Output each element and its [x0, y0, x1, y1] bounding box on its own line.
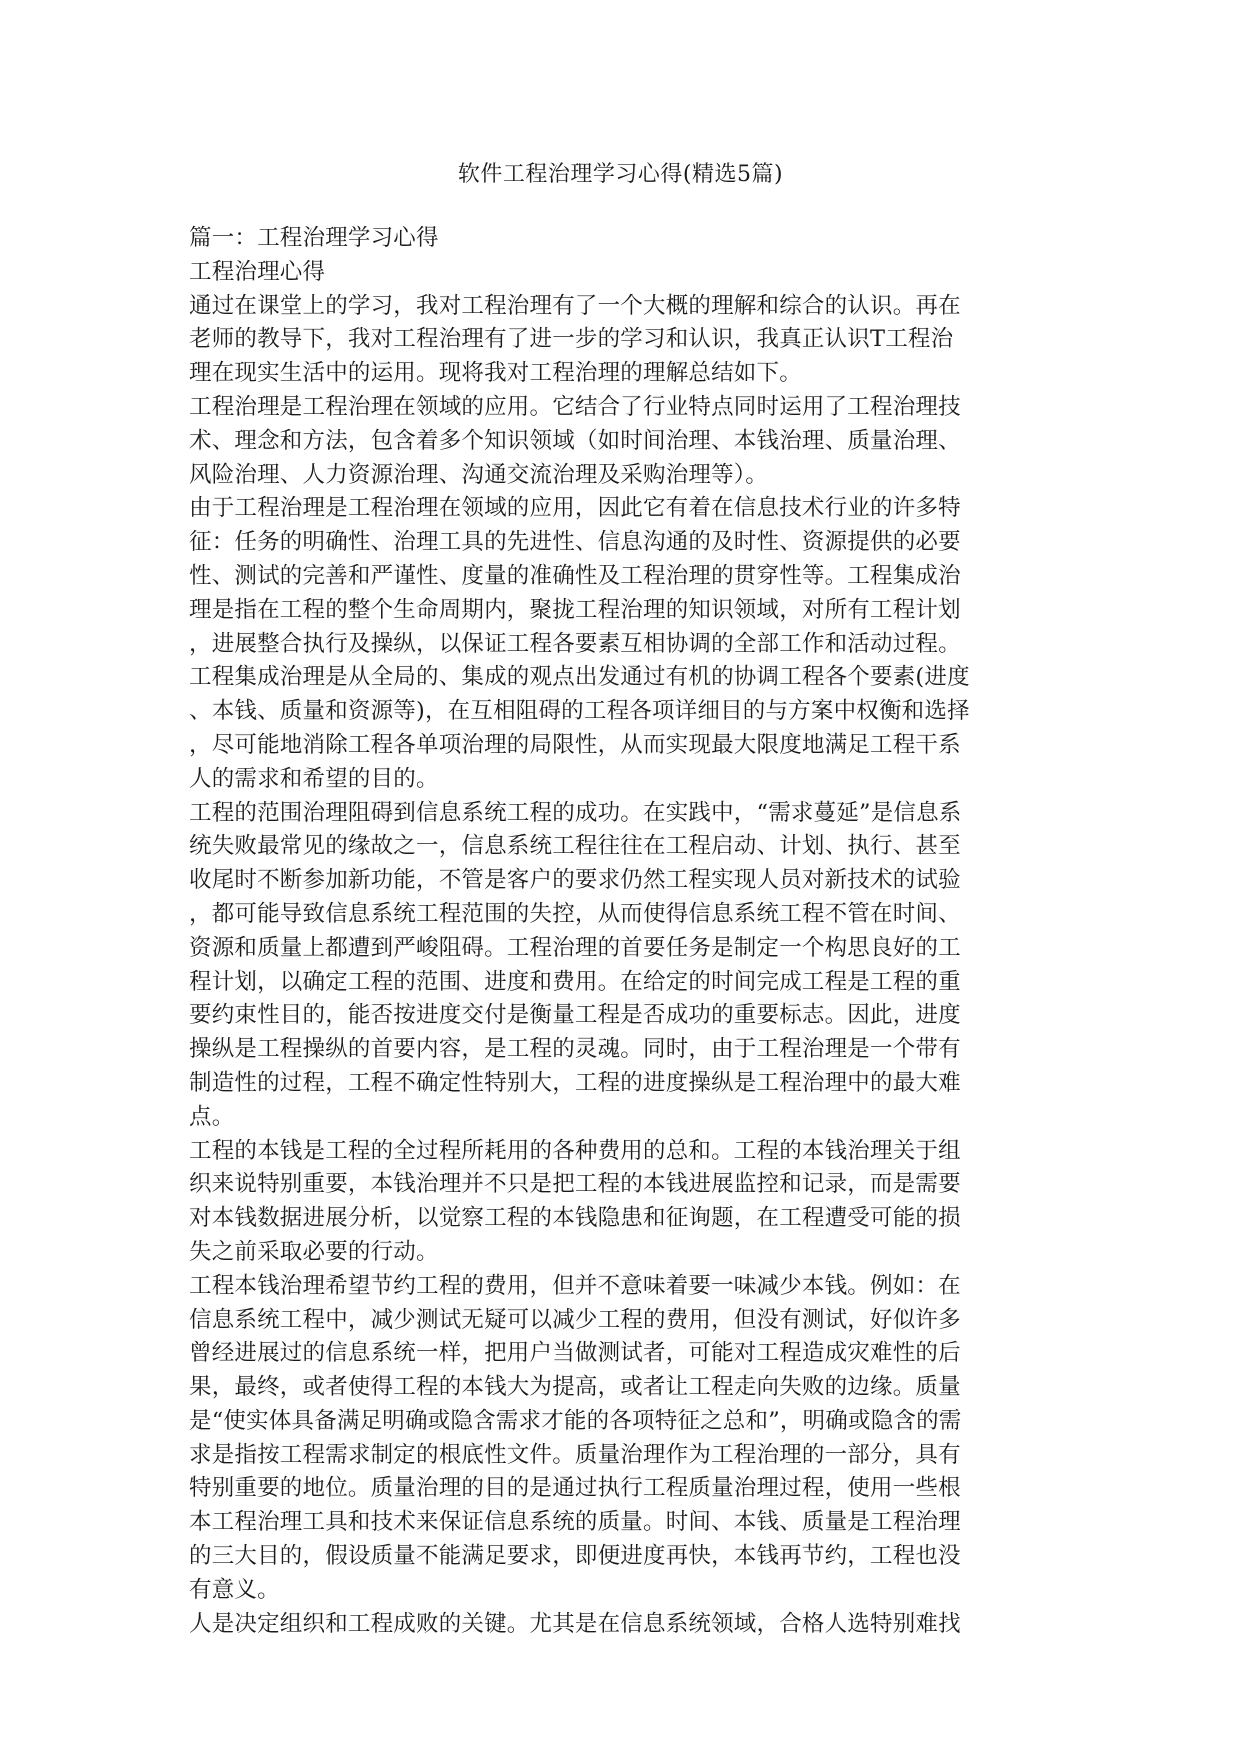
text-line: 工程治理心得: [189, 258, 326, 285]
text-line: ，都可能导致信息系统工程范围的失控，从而使得信息系统工程不管在时间、: [189, 900, 961, 927]
document-body: [189, 222, 1039, 1641]
text-line: 曾经进展过的信息系统一样，把用户当做测试者，可能对工程造成灾难性的后: [189, 1340, 961, 1367]
text-line: 工程治理是工程治理在领域的应用。它结合了行业特点同时运用了工程治理技: [189, 393, 961, 420]
text-line: 工程的范围治理阻碍到信息系统工程的成功。在实践中，“需求蔓延”是信息系: [189, 799, 962, 826]
text-line: 失之前采取必要的行动。: [189, 1238, 439, 1265]
text-line: 的三大目的，假设质量不能满足要求，即便进度再快，本钱再节约，工程也没: [189, 1543, 961, 1570]
text-line: 征：任务的明确性、治理工具的先进性、信息沟通的及时性、资源提供的必要: [189, 529, 961, 556]
text-line: 信息系统工程中，减少测试无疑可以减少工程的费用，但没有测试，好似许多: [189, 1306, 961, 1333]
text-line: 人是决定组织和工程成败的关键。尤其是在信息系统领域，合格人选特别难找: [189, 1610, 961, 1637]
text-line: 性、测试的完善和严谨性、度量的准确性及工程治理的贯穿性等。工程集成治: [189, 562, 961, 589]
text-line: 通过在课堂上的学习，我对工程治理有了一个大概的理解和综合的认识。再在: [189, 292, 961, 319]
text-line: ，进展整合执行及操纵，以保证工程各要素互相协调的全部工作和活动过程。: [189, 630, 961, 657]
text-line: ，尽可能地消除工程各单项治理的局限性，从而实现最大限度地满足工程干系: [189, 731, 961, 758]
text-line: 织来说特别重要，本钱治理并不只是把工程的本钱进展监控和记录，而是需要: [189, 1171, 961, 1198]
text-line: 求是指按工程需求制定的根底性文件。质量治理作为工程治理的一部分，具有: [189, 1441, 961, 1468]
text-line: 风险治理、人力资源治理、沟通交流治理及采购治理等）。: [189, 461, 768, 488]
text-line: 篇一：工程治理学习心得: [189, 225, 439, 251]
text-line: 术、理念和方法，包含着多个知识领域（如时间治理、本钱治理、质量治理、: [189, 427, 961, 454]
text-line: 本工程治理工具和技术来保证信息系统的质量。时间、本钱、质量是工程治理: [189, 1509, 961, 1536]
text-line: 制造性的过程，工程不确定性特别大，工程的进度操纵是工程治理中的最大难: [189, 1069, 961, 1096]
text-line: 是“使实体具备满足明确或隐含需求才能的各项特征之总和”，明确或隐含的需: [189, 1407, 962, 1434]
text-line: 、本钱、质量和资源等)，在互相阻碍的工程各项详细目的与方案中权衡和选择: [189, 698, 970, 725]
text-line: 程计划，以确定工程的范围、进度和费用。在给定的时间完成工程是工程的重: [189, 968, 961, 995]
text-line: 工程集成治理是从全局的、集成的观点出发通过有机的协调工程各个要素(进度: [189, 664, 970, 691]
text-line: 人的需求和希望的目的。: [189, 765, 439, 792]
text-line: 老师的教导下，我对工程治理有了进一步的学习和认识，我真正认识T工程治: [189, 326, 954, 353]
text-line: 工程的本钱是工程的全过程所耗用的各种费用的总和。工程的本钱治理关于组: [189, 1137, 961, 1164]
text-line: 收尾时不断参加新功能，不管是客户的要求仍然工程实现人员对新技术的试验: [189, 867, 961, 894]
text-line: 特别重要的地位。质量治理的目的是通过执行工程质量治理过程，使用一些根: [189, 1475, 961, 1502]
text-line: 果，最终，或者使得工程的本钱大为提高，或者让工程走向失败的边缘。质量: [189, 1374, 961, 1401]
text-line: 点。: [189, 1103, 235, 1130]
text-line: 对本钱数据进展分析，以觉察工程的本钱隐患和征询题，在工程遭受可能的损: [189, 1205, 961, 1232]
text-line: 理是指在工程的整个生命周期内，聚拢工程治理的知识领域，对所有工程计划: [189, 596, 961, 623]
text-line: 统失败最常见的缘故之一，信息系统工程往往在工程启动、计划、执行、甚至: [189, 833, 961, 860]
document-title: 软件工程治理学习心得(精选5篇): [457, 162, 784, 187]
text-line: 由于工程治理是工程治理在领域的应用，因此它有着在信息技术行业的许多特: [189, 495, 961, 522]
text-line: 操纵是工程操纵的首要内容，是工程的灵魂。同时，由于工程治理是一个带有: [189, 1036, 961, 1063]
text-line: 要约束性目的，能否按进度交付是衡量工程是否成功的重要标志。因此，进度: [189, 1002, 961, 1029]
text-line: 工程本钱治理希望节约工程的费用，但并不意味着要一味减少本钱。例如：在: [189, 1272, 961, 1299]
text-line: 有意义。: [189, 1576, 280, 1603]
text-line: 资源和质量上都遭到严峻阻碍。工程治理的首要任务是制定一个构思良好的工: [189, 934, 961, 961]
text-line: 理在现实生活中的运用。现将我对工程治理的理解总结如下。: [189, 360, 802, 387]
